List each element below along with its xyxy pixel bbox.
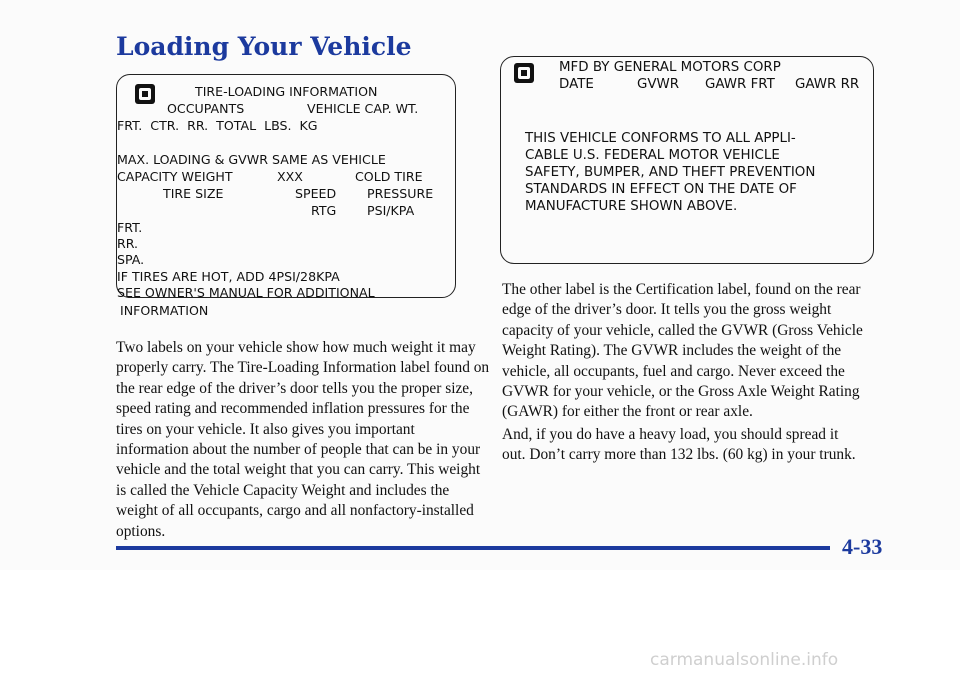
pressure-header: PRESSURE xyxy=(367,186,434,201)
psi-header: PSI/KPA xyxy=(367,203,415,218)
right-paragraph-2: And, if you do have a heavy load, you should spread it out. Don’t carry more than 132 lbs. (60 kg) in your trunk. xyxy=(502,426,856,464)
mfd-text: MFD BY GENERAL MOTORS CORP xyxy=(559,60,781,75)
xxx-value: XXX xyxy=(277,169,303,184)
conformity-line-2: CABLE U.S. FEDERAL MOTOR VEHICLE xyxy=(525,148,780,163)
conformity-line-4: STANDARDS IN EFFECT ON THE DATE OF xyxy=(525,182,797,197)
page-number: 4-33 xyxy=(842,534,883,559)
capacity-label: VEHICLE CAP. WT. xyxy=(307,101,419,116)
gm-logo-icon xyxy=(135,84,155,104)
rtg-header: RTG xyxy=(311,203,337,218)
left-paragraph: Two labels on your vehicle show how much weight it may properly carry. The Tire-Loading Information label found on the rear edge of the driver’s door tells you the proper size, speed rating and recommended inflation pressures for the tires on your vehicle. It also gives you important information about the number of people that can be in your vehicle and the total weight that you can carry. This weight is called the Vehicle Capacity Weight and includes the weight of all occupants, cargo and all nonfactory-installed options. xyxy=(116,339,490,540)
right-paragraph-1: The other label is the Certification label, found on the rear edge of the driver’s door. It tells you the gross weight capacity of your vehicle, called the GVWR (Gross Vehicle Weight Rating). The GVWR includes the weight of the vehicle, all occupants, fuel and cargo. Never exceed the GVWR for your vehicle, or the Gross Axle Weight Rating (GAWR) for either the front or rear axle. xyxy=(502,281,863,421)
hot-tire-note: IF TIRES ARE HOT, ADD 4PSI/28KPA xyxy=(117,269,340,284)
conformity-line-3: SAFETY, BUMPER, AND THEFT PREVENTION xyxy=(525,165,816,180)
gawr-rr-field: GAWR RR xyxy=(795,77,860,92)
gm-logo-icon xyxy=(514,63,534,83)
footer-rule xyxy=(116,546,830,550)
watermark: carmanualsonline.info xyxy=(650,650,839,670)
spa-row: SPA. xyxy=(117,252,145,267)
tire-loading-label xyxy=(116,74,456,298)
information-text: INFORMATION xyxy=(120,303,209,318)
tire-label-information-line xyxy=(120,302,208,319)
tire-label-title: TIRE-LOADING INFORMATION xyxy=(195,84,378,99)
conformity-line-1: THIS VEHICLE CONFORMS TO ALL APPLI- xyxy=(525,131,796,146)
frt-row: FRT. xyxy=(117,220,143,235)
gvwr-field: GVWR xyxy=(637,77,680,92)
occupants-label: OCCUPANTS xyxy=(167,101,245,116)
page-title: Loading Your Vehicle xyxy=(116,32,412,61)
certification-label xyxy=(500,56,874,264)
occupant-columns: FRT. CTR. RR. TOTAL LBS. KG xyxy=(117,118,318,133)
date-field: DATE xyxy=(559,77,594,92)
gawr-frt-field: GAWR FRT xyxy=(705,77,775,92)
see-manual-note: SEE OWNER'S MANUAL FOR ADDITIONAL xyxy=(117,285,375,300)
cold-tire-text: COLD TIRE xyxy=(355,169,423,184)
speed-header: SPEED xyxy=(295,186,337,201)
capacity-weight-text: CAPACITY WEIGHT xyxy=(117,169,233,184)
max-loading-text: MAX. LOADING & GVWR SAME AS VEHICLE xyxy=(117,152,386,167)
tire-size-header: TIRE SIZE xyxy=(163,186,224,201)
conformity-line-5: MANUFACTURE SHOWN ABOVE. xyxy=(525,199,738,214)
rr-row: RR. xyxy=(117,236,139,251)
